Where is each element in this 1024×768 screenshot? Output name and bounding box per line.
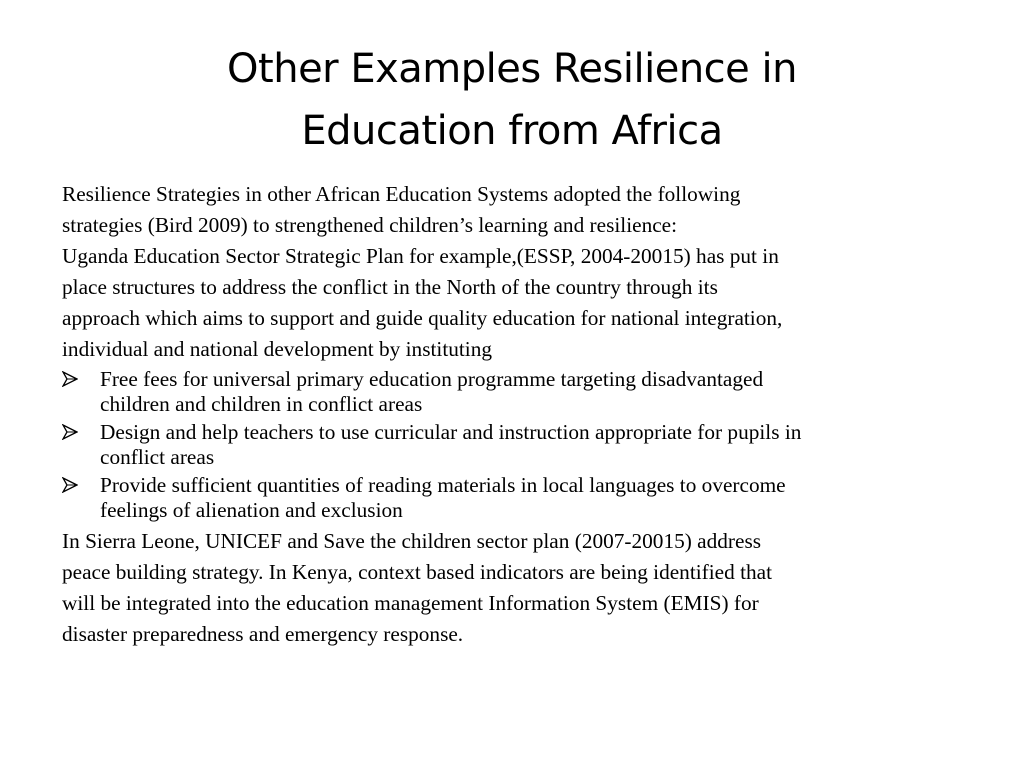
intro-line: approach which aims to support and guide quality education for national integration, (62, 306, 783, 330)
bullet-line: Provide sufficient quantities of reading materials in local languages to overcome (100, 473, 786, 497)
arrow-bullet-icon (62, 367, 82, 392)
closing-paragraph (62, 526, 962, 650)
closing-line: In Sierra Leone, UNICEF and Save the children sector plan (2007-20015) address (62, 529, 762, 553)
bullet-list (62, 367, 962, 523)
arrow-bullet-icon (62, 420, 82, 445)
bullet-item (62, 473, 962, 523)
bullet-item (62, 367, 962, 417)
intro-line: individual and national development by instituting (62, 337, 493, 361)
intro-line: place structures to address the conflict in the North of the country through its (62, 275, 718, 299)
bullet-line: Design and help teachers to use curricular and instruction appropriate for pupils in (100, 420, 802, 444)
closing-line: will be integrated into the education management Information System (EMIS) for (62, 591, 759, 615)
intro-paragraph (62, 179, 962, 365)
intro-line: Uganda Education Sector Strategic Plan for example,(ESSP, 2004-20015) has put in (62, 244, 779, 268)
slide-title-line-1: Other Examples Resilience in (227, 46, 797, 92)
intro-line: Resilience Strategies in other African Education Systems adopted the following (62, 182, 741, 206)
slide-title-line-2: Education from Africa (301, 108, 723, 154)
intro-line: strategies (Bird 2009) to strengthened children’s learning and resilience: (62, 213, 678, 237)
bullet-line: Free fees for universal primary education programme targeting disadvantaged (100, 367, 764, 391)
slide-title (60, 38, 964, 162)
bullet-item (62, 420, 962, 470)
slide-body (62, 179, 962, 650)
bullet-line: conflict areas (100, 445, 215, 469)
closing-line: disaster preparedness and emergency response. (62, 622, 464, 646)
closing-line: peace building strategy. In Kenya, context based indicators are being identified that (62, 560, 773, 584)
bullet-line: children and children in conflict areas (100, 392, 423, 416)
arrow-bullet-icon (62, 473, 82, 498)
bullet-line: feelings of alienation and exclusion (100, 498, 403, 522)
